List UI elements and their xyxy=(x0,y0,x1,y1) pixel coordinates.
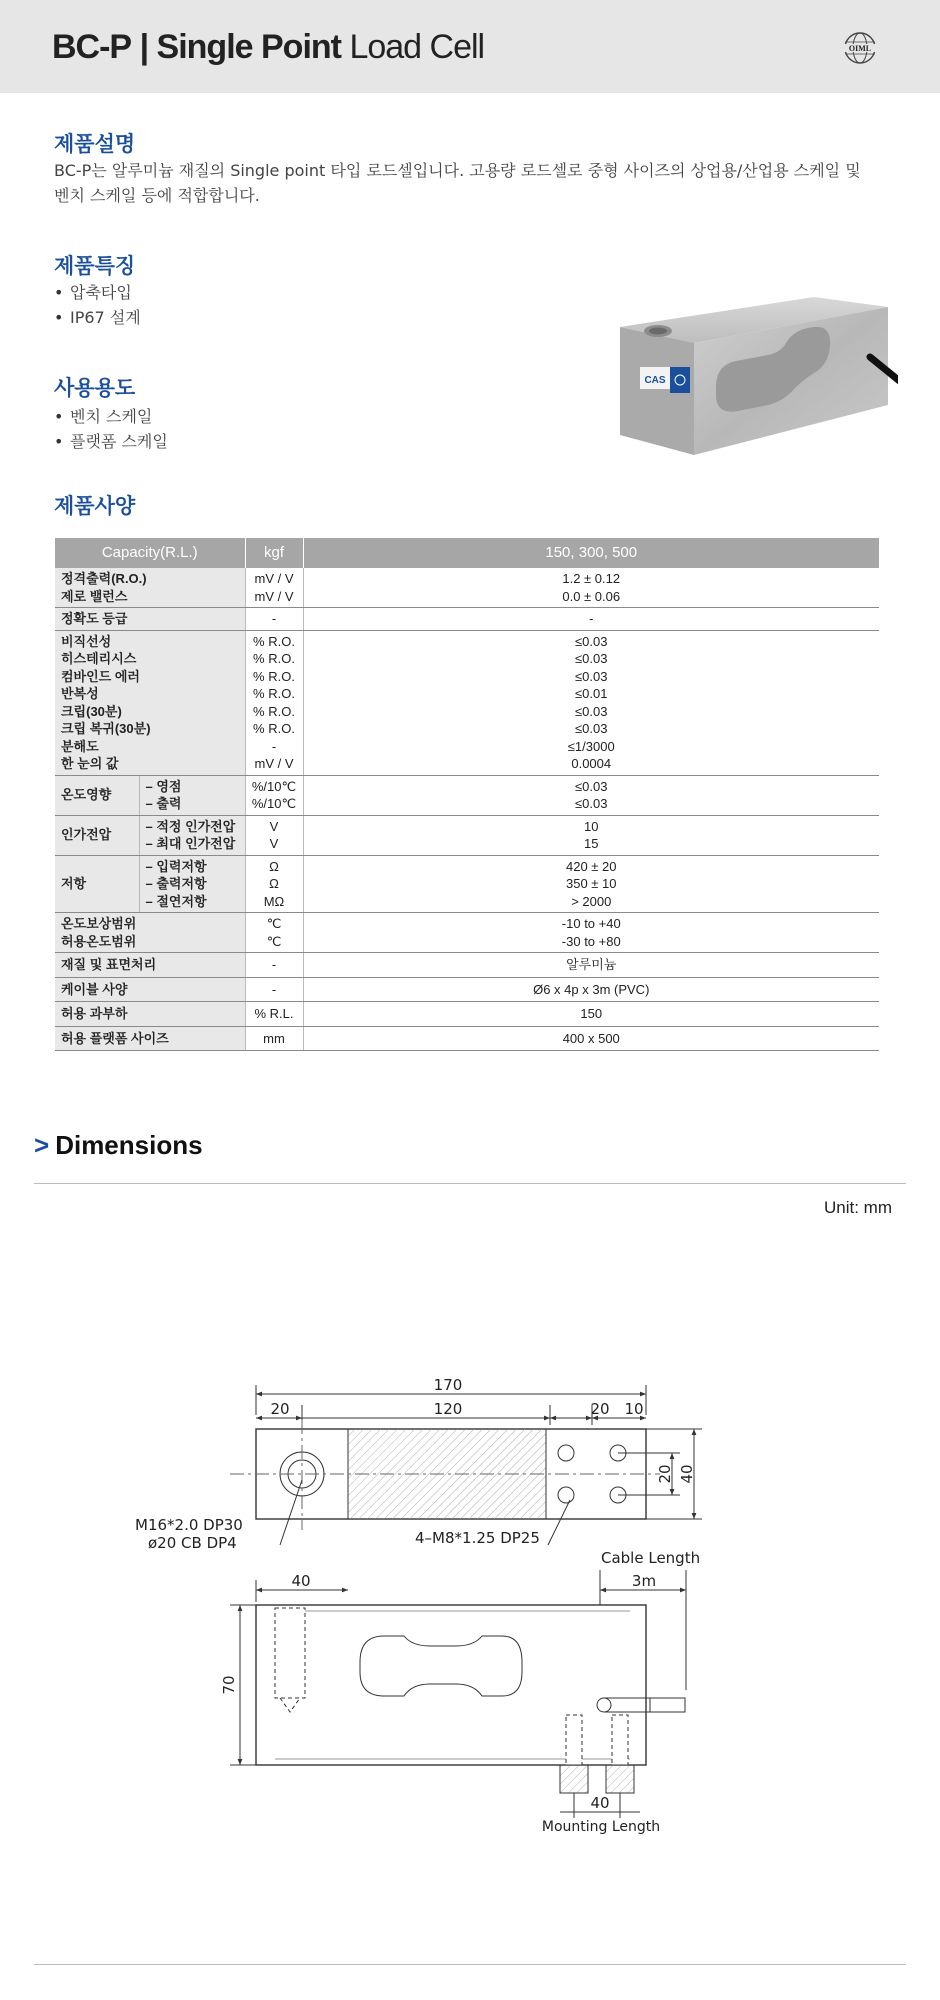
load-cell-product-image xyxy=(618,295,898,460)
dim-170: 170 xyxy=(433,1376,463,1394)
spec-label: 정확도 등급 xyxy=(55,608,245,631)
spec-unit: %/10℃ xyxy=(251,778,297,794)
spec-label: 저항 xyxy=(55,855,139,913)
spec-unit: %/10℃ xyxy=(251,796,297,811)
spec-value: 1.2 ± 0.12 xyxy=(562,571,621,586)
features-heading: 제품특징 xyxy=(54,254,136,278)
spec-row-temperature-effect xyxy=(55,775,879,815)
spec-unit: Ω xyxy=(269,876,279,891)
spec-value: -30 to +80 xyxy=(561,933,621,949)
spec-value: ≤0.03 xyxy=(575,633,608,649)
spec-sublabel: – 출력 xyxy=(145,796,182,811)
spec-unit: % R.L. xyxy=(245,1002,303,1027)
dim-20-left: 20 xyxy=(270,1400,290,1418)
spec-unit: % R.O. xyxy=(253,633,295,649)
spec-value: ≤0.03 xyxy=(575,778,608,794)
spec-unit: - xyxy=(245,953,303,978)
oiml-logo-text: OIML xyxy=(848,44,872,53)
spec-label: 컴바인드 에러 xyxy=(61,668,140,684)
spec-sublabel: – 영점 xyxy=(145,778,182,794)
usage-list xyxy=(54,404,168,454)
spec-label: 온도보상범위 xyxy=(61,916,137,931)
spec-unit: % R.O. xyxy=(253,703,295,719)
spec-heading: 제품사양 xyxy=(54,494,136,518)
spec-label: 히스테리시스 xyxy=(61,651,137,666)
spec-unit: - xyxy=(271,738,277,754)
spec-header-capacity: Capacity(R.L.) xyxy=(55,538,245,568)
spec-unit: - xyxy=(245,608,303,631)
spec-unit: - xyxy=(245,977,303,1002)
spec-value: > 2000 xyxy=(571,893,612,909)
spec-row-performance xyxy=(55,630,879,775)
spec-unit: % R.O. xyxy=(253,721,295,736)
spec-value: ≤0.03 xyxy=(575,796,608,811)
spec-sublabel: – 적정 인가전압 xyxy=(145,818,236,834)
spec-value: Ø6 x 4p x 3m (PVC) xyxy=(303,977,879,1002)
counterbore-label: ø20 CB DP4 xyxy=(148,1534,237,1552)
dimensions-heading-text: Dimensions xyxy=(55,1130,203,1160)
spec-value: ≤0.03 xyxy=(575,668,608,684)
description-heading: 제품설명 xyxy=(54,132,136,156)
spec-label: 제로 밸런스 xyxy=(61,588,128,604)
page-header xyxy=(0,0,940,93)
spec-unit: MΩ xyxy=(263,893,285,909)
bottom-divider xyxy=(34,1964,906,1965)
spec-row-temperature-range xyxy=(55,913,879,953)
unit-label: Unit: mm xyxy=(824,1198,892,1217)
spec-label: 한 눈의 값 xyxy=(61,756,119,771)
spec-unit: V xyxy=(269,836,279,851)
feature-item: • IP67 설계 xyxy=(54,305,141,330)
spec-unit: mm xyxy=(245,1026,303,1051)
spec-value: 420 ± 20 xyxy=(565,858,617,874)
spec-value: ≤0.03 xyxy=(575,703,608,719)
spec-unit: V xyxy=(269,818,279,834)
spec-value: 10 xyxy=(584,818,599,834)
dim-10: 10 xyxy=(624,1400,644,1418)
spec-row-overload xyxy=(55,1002,879,1027)
spec-header-kgf: kgf xyxy=(245,538,303,568)
spec-sublabel: – 절연저항 xyxy=(145,893,207,909)
spec-label: 인가전압 xyxy=(55,815,139,855)
spec-label: 반복성 xyxy=(61,686,99,701)
spec-value: 400 x 500 xyxy=(303,1026,879,1051)
spec-header-row xyxy=(55,538,879,568)
spec-unit: mV / V xyxy=(254,571,294,586)
description-text: BC-P는 알루미늄 재질의 Single point 타입 로드셀입니다. 고용량 로드셀로 중형 사이즈의 상업용/산업용 스케일 및 벤치 스케일 등에 적합합니다. xyxy=(54,161,861,205)
spec-header-values: 150, 300, 500 xyxy=(303,538,879,568)
cable-length-label: Cable Length xyxy=(601,1549,701,1567)
spec-unit: mV / V xyxy=(254,588,294,604)
dim-120: 120 xyxy=(433,1400,463,1418)
spec-label: 허용온도범위 xyxy=(61,933,137,949)
spec-row-output xyxy=(55,568,879,608)
spec-row-platform xyxy=(55,1026,879,1051)
spec-value: 0.0004 xyxy=(571,756,612,771)
spec-label: 비직선성 xyxy=(61,633,112,649)
page-title: BC-P | Single Point Load Cell xyxy=(52,28,485,66)
spec-sublabel: – 최대 인가전압 xyxy=(145,836,236,851)
spec-row-cable xyxy=(55,977,879,1002)
oiml-logo xyxy=(838,30,882,66)
dim-40-mount: 40 xyxy=(590,1794,610,1812)
spec-value: ≤0.03 xyxy=(575,651,608,666)
spec-value: 15 xyxy=(584,836,599,851)
dim-40-vertical: 40 xyxy=(678,1464,696,1484)
spec-label: 재질 및 표면처리 xyxy=(55,953,245,978)
spec-label: 크립 복귀(30분) xyxy=(61,721,151,736)
feature-item: • 압축타입 xyxy=(54,280,141,305)
divider xyxy=(34,1183,906,1184)
spec-unit: ℃ xyxy=(266,916,282,931)
spec-value: ≤1/3000 xyxy=(567,738,615,754)
usage-item: • 벤치 스케일 xyxy=(54,404,168,429)
spec-value: 150 xyxy=(303,1002,879,1027)
spec-value: ≤0.01 xyxy=(575,686,608,701)
usage-heading: 사용용도 xyxy=(54,376,136,400)
spec-label: 분해도 xyxy=(61,738,99,754)
spec-unit: % R.O. xyxy=(253,668,295,684)
spec-value: ≤0.03 xyxy=(575,721,608,736)
spec-label: 크립(30분) xyxy=(61,703,122,719)
spec-row-excitation xyxy=(55,815,879,855)
spec-value: -10 to +40 xyxy=(561,916,621,931)
dim-40-top: 40 xyxy=(291,1572,311,1590)
dim-20-right: 20 xyxy=(590,1400,610,1418)
spec-table xyxy=(55,538,879,1051)
spec-sublabel: – 입력저항 xyxy=(145,858,207,874)
spec-value: 0.0 ± 0.06 xyxy=(562,588,621,604)
dimension-drawing xyxy=(130,1340,750,1880)
dimensions-heading xyxy=(34,1130,203,1161)
features-list xyxy=(54,280,141,330)
spec-sublabel: – 출력저항 xyxy=(145,876,207,891)
spec-unit: % R.O. xyxy=(253,651,295,666)
usage-item: • 플랫폼 스케일 xyxy=(54,429,168,454)
dimensions-arrow: > xyxy=(34,1130,50,1160)
spec-value: 알루미늄 xyxy=(303,953,879,978)
spec-label: 정격출력(R.O.) xyxy=(61,571,147,586)
dim-70-vertical: 70 xyxy=(220,1675,238,1695)
spec-label: 허용 과부하 xyxy=(55,1002,245,1027)
spec-value: 350 ± 10 xyxy=(565,876,617,891)
thread-m16-label: M16*2.0 DP30 xyxy=(135,1516,243,1534)
mounting-length-label: Mounting Length xyxy=(541,1819,661,1835)
dim-20-vertical: 20 xyxy=(656,1464,674,1484)
spec-row-resistance xyxy=(55,855,879,913)
spec-unit: mV / V xyxy=(254,756,294,771)
spec-row-accuracy xyxy=(55,608,879,631)
spec-value: - xyxy=(303,608,879,631)
cable-3m-label: 3m xyxy=(631,1572,657,1590)
spec-unit: % R.O. xyxy=(253,686,295,701)
cas-label-text: CAS xyxy=(644,375,666,386)
spec-unit: ℃ xyxy=(266,933,282,949)
spec-label: 허용 플랫폼 사이즈 xyxy=(55,1026,245,1051)
spec-label: 온도영향 xyxy=(55,775,139,815)
spec-unit: Ω xyxy=(269,858,279,874)
spec-row-material xyxy=(55,953,879,978)
spec-label: 케이블 사양 xyxy=(55,977,245,1002)
thread-m8-label: 4–M8*1.25 DP25 xyxy=(415,1529,540,1547)
